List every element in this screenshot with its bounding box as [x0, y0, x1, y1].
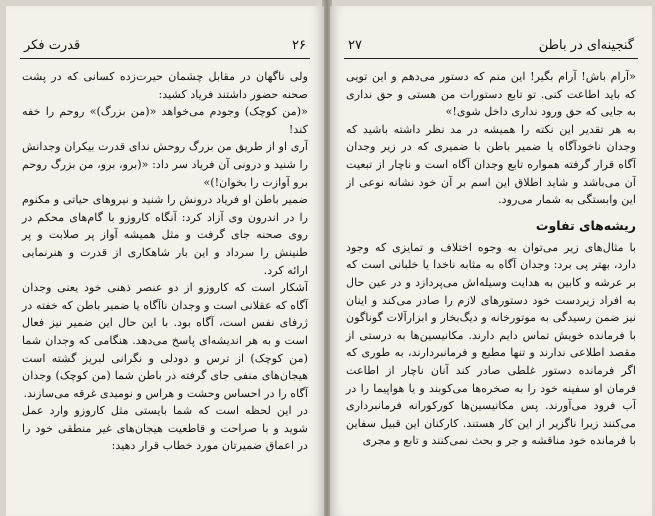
right-page-number: ۲۷	[348, 38, 362, 53]
left-page-number: ۲۶	[292, 38, 306, 53]
left-running-title: قدرت فکر	[24, 38, 81, 53]
right-page-body	[346, 68, 636, 516]
paragraph: آری او از طریق من بزرگ روحش ندای قدرت بیکران وجدانش را شنید و درونی آن فریاد سر داد: «(برو، برو، من بزرگ روحم برو آوازت را بخوان!)»	[22, 140, 308, 189]
paragraph: با مثال‌های زیر می‌توان به وجوه اختلاف و تمایزی که وجود دارد، بهتر پی برد: وجدان آگاه به مثابه ناخدا یا خلبانی است که بر عرشه و کابین به هدایت وسیله‌اش می‌پردازد و در عین حال به افراد زیردست خود دستورهای لازم را صادر می‌کند و اینان نیز ضمن رسیدگی به موتورخانه و دیگ‌بخار و ابزارآلات گوناگون با فرمانده خویش تماس دایم دارند. مکانیسین‌ها به درستی از مقصد اطلاعی ندارند و تنها مطیع و فرمانبردارند، به طوری که اگر فرمانده دستور غلطی صادر کند آنان ناچار از اطاعت فرمان او سفینه خود را به صخره‌ها می‌کوبند و یا هواپیما را در آب فرود می‌آورند. پس مکانیسین‌ها کورکورانه فرمانبرداری می‌کنند زیرا ناگزیر از این کار هستند. کارکنان این قبیل سفاین با فرمانده خود مناقشه و جر و بحث نمی‌کنند و تابع و مجری	[346, 240, 636, 448]
left-page	[6, 6, 324, 516]
paragraph: در این لحظه است که شما بایستی مثل کاروزو وارد عمل شوید و با صراحت و قاطعیت هیجان‌های غیر منطقی خود را در اعماق ضمیرتان مورد خطاب قرار دهید:	[22, 404, 308, 453]
left-page-body	[22, 68, 308, 516]
right-page	[330, 6, 652, 516]
left-page-header	[20, 34, 310, 59]
paragraph: ضمیر باطن او فریاد درونش را شنید و نیروهای حیاتی و مکنوم را در اندرون وی آزاد کرد: آنگاه کاروزو با گام‌های محکم در روی صحنه جای گرفت و مثل همیشه آواز پر صلابت و پر طنینش را سرداد و این بار شاهکاری از قدرت و هنرنمایی ارائه کرد.	[22, 193, 308, 277]
paragraph: «(من کوچک) وجودم می‌خواهد «(من بزرگ)» روحم را خفه کند!	[22, 105, 308, 136]
right-running-title: گنجینه‌ای در باطن	[538, 38, 634, 53]
section-heading: ریشه‌های تفاوت	[535, 217, 636, 233]
paragraph: ولی ناگهان در مقابل چشمان حیرت‌زده کسانی که در پشت صحنه حضور داشتند فریاد کشید:	[22, 70, 308, 101]
right-page-header	[344, 34, 638, 59]
paragraph: «آرام باش! آرام بگیر! این منم که دستور می‌دهم و این تویی که باید اطاعت کنی. تو تابع دستورات من هستی و حق نداری به جایی که حق ورود نداری داخل شوی!»	[346, 70, 636, 119]
paragraph: به هر تقدیر این نکته را همیشه در مد نظر داشته باشید که وجدان ناخودآگاه یا ضمیر باطن با ضمیری که در زیر وجدان آگاه قرار گرفته همواره تابع وجدان آگاه است و ناچار از تبعیت آن می‌باشد و شاید اطلاق این اسم بر آن خود نشانه نوعی از این وابستگی به شمار می‌رود.	[346, 122, 636, 207]
paragraph: آشکار است که کاروزو از دو عنصر ذهنی خود یعنی وجدان آگاه که عقلانی است و وجدان ناآگاه یا ضمیر باطن که خفته در ژرفای نفس است، آگاه بود. با این حال این ضمیر نیز فعال است و به هر اندیشه‌ای پاسخ می‌دهد. هنگامی که وجدان شما (من کوچک) از ترس و دودلی و نگرانی لبریز گشته است هیجان‌های منفی جای گرفته در باطن شما (من کوچک) وجدان آگاه را در احساس وحشت و هراس و نومیدی غرقه می‌سازند.	[22, 281, 308, 400]
